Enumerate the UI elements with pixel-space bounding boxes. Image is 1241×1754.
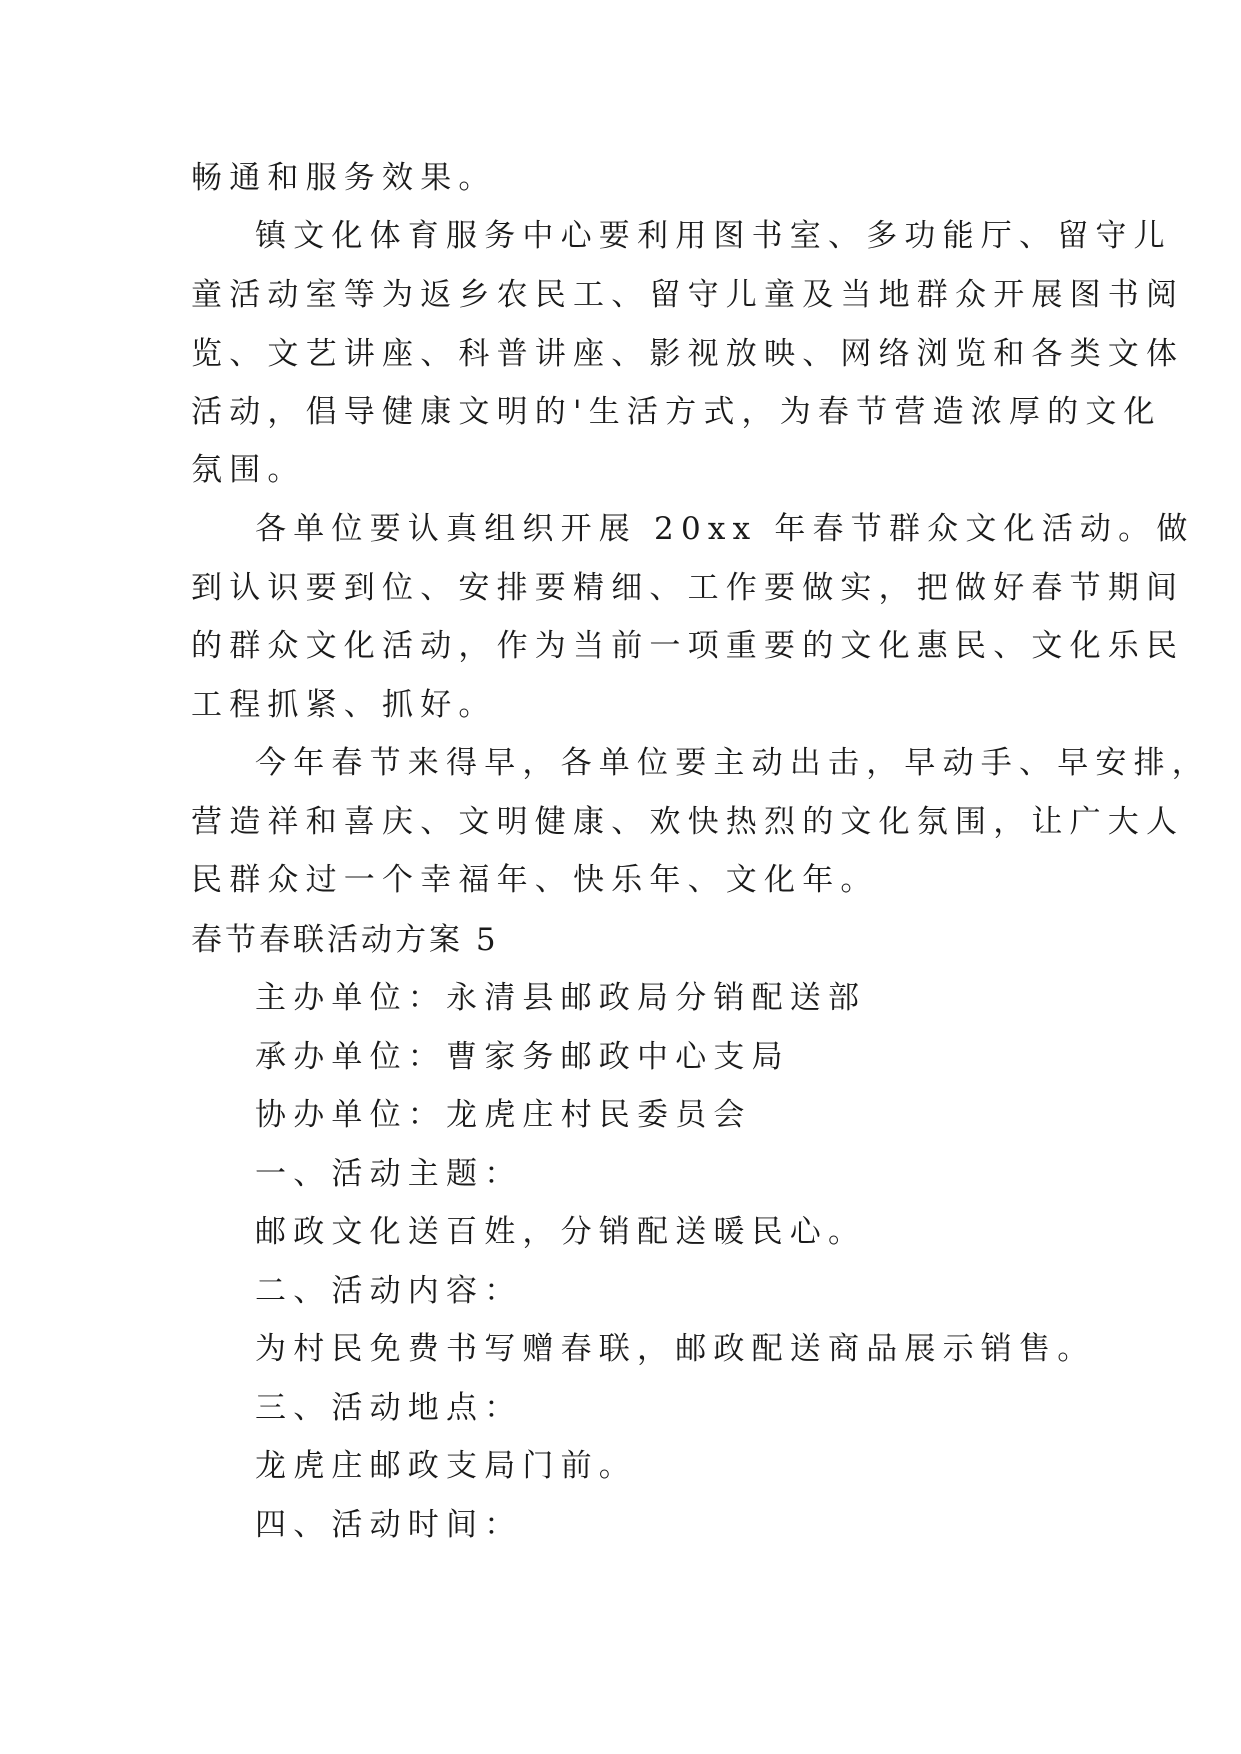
paragraph-line: 活动，倡导健康文明的'生活方式，为春节营造浓厚的文化 [191,394,1162,430]
paragraph-line: 工程抓紧、抓好。 [191,687,497,723]
paragraph-line: 营造祥和喜庆、文明健康、欢快热烈的文化氛围，让广大人 [191,804,1185,840]
paragraph-line: 到认识要到位、安排要精细、工作要做实，把做好春节期间 [191,570,1185,606]
theme-text: 邮政文化送百姓，分销配送暖民心。 [255,1214,867,1250]
subheading-content: 二、活动内容： [255,1273,523,1309]
location-text: 龙虎庄邮政支局门前。 [255,1448,637,1484]
paragraph-line: 民群众过一个幸福年、快乐年、文化年。 [191,862,879,898]
paragraph-line: 童活动室等为返乡农民工、留守儿童及当地群众开展图书阅 [191,277,1185,313]
paragraph-line: 览、文艺讲座、科普讲座、影视放映、网络浏览和各类文体 [191,336,1185,372]
section-title: 春节春联活动方案 5 [191,922,499,958]
content-text: 为村民免费书写赠春联，邮政配送商品展示销售。 [255,1331,1096,1367]
paragraph-line: 各单位要认真组织开展 20xx 年春节群众文化活动。做 [255,511,1195,547]
assisting-unit-line: 协办单位：龙虎庄村民委员会 [255,1097,752,1133]
paragraph-line: 氛围。 [191,452,306,488]
paragraph-line: 今年春节来得早，各单位要主动出击，早动手、早安排， [255,745,1210,781]
organizer-line: 主办单位：永清县邮政局分销配送部 [255,980,867,1016]
paragraph-line: 畅通和服务效果。 [191,160,497,196]
co-organizer-line: 承办单位：曹家务邮政中心支局 [255,1039,790,1075]
subheading-time: 四、活动时间： [255,1507,523,1543]
subheading-theme: 一、活动主题： [255,1156,523,1192]
subheading-location: 三、活动地点： [255,1390,523,1426]
paragraph-line: 镇文化体育服务中心要利用图书室、多功能厅、留守儿 [255,218,1172,254]
paragraph-line: 的群众文化活动，作为当前一项重要的文化惠民、文化乐民 [191,628,1185,664]
